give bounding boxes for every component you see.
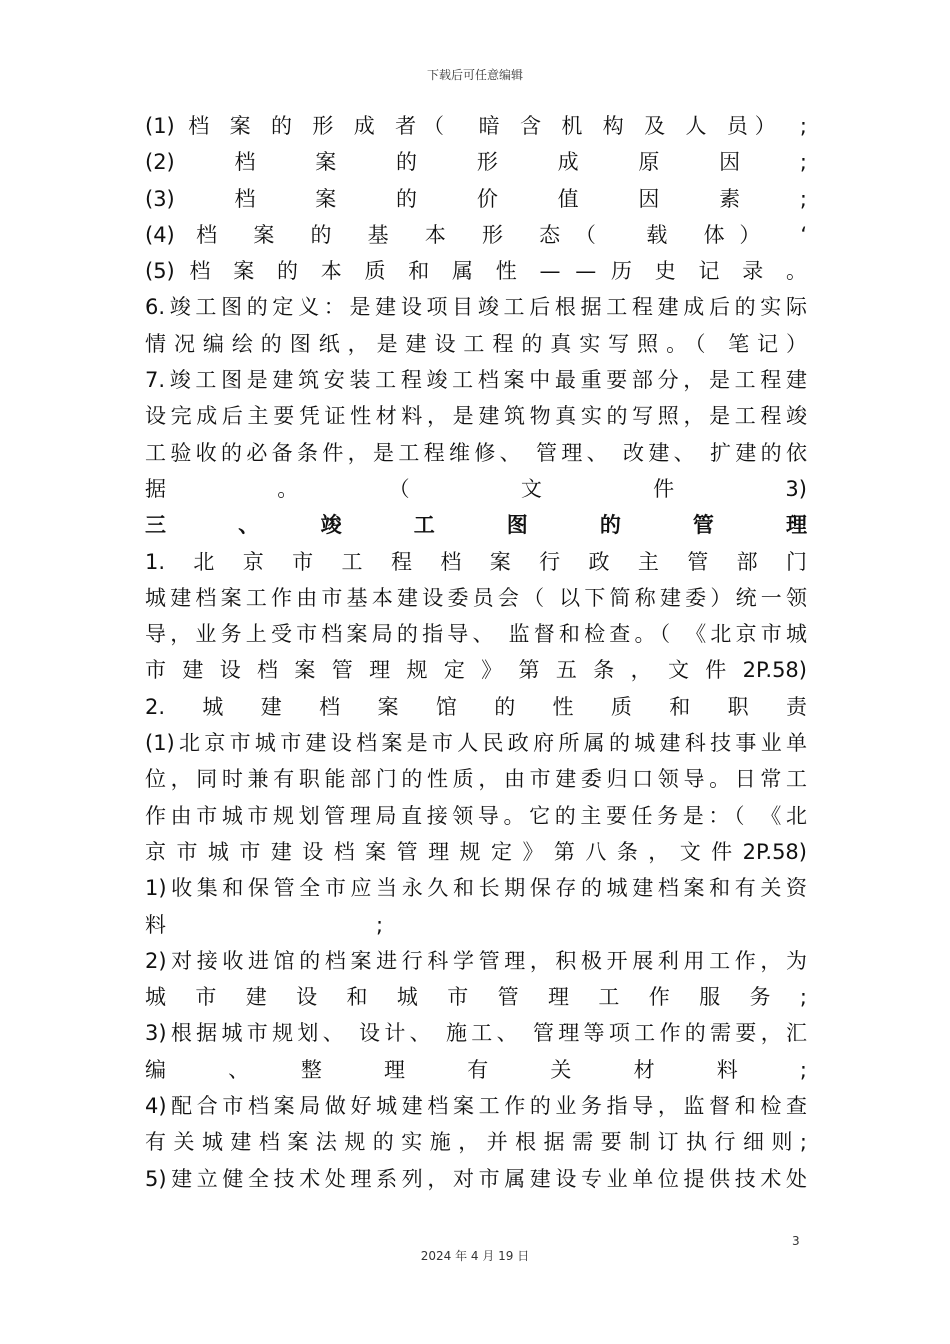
- text-line: 6.竣工图的定义：是建设项目竣工后根据工程建成后的实际: [145, 295, 807, 320]
- text-line: 情况编绘的图纸，是建设工程的真实写照。（ 笔记）: [145, 331, 807, 356]
- text-line: 编 、 整 理 有 关 材 料 ;: [145, 1057, 807, 1082]
- document-body: [145, 108, 807, 1197]
- text-line: 料 ;: [145, 912, 384, 937]
- section-heading: 三 、 竣 工 图 的 管 理: [145, 513, 807, 538]
- text-line: (3) 档 案 的 价 值 因 素 ;: [145, 186, 807, 211]
- text-line: 有关城建档案法规的实施，并根据需要制订执行细则;: [145, 1130, 807, 1155]
- text-line: 位，同时兼有职能部门的性质，由市建委归口领导。日常工: [145, 767, 807, 792]
- text-line: 4)配合市档案局做好城建档案工作的业务指导，监督和检查: [145, 1094, 807, 1119]
- text-line: 市 建 设 档 案 管 理 规 定 》 第 五 条 ， 文 件 2P.58): [145, 658, 807, 683]
- text-line: (2) 档 案 的 形 成 原 因 ;: [145, 150, 807, 175]
- text-line: (1) 档 案 的 形 成 者（ 暗 含 机 构 及 人 员） ;: [145, 114, 807, 138]
- text-line: (4) 档 案 的 基 本 形 态（ 载 体） ‘: [145, 222, 807, 247]
- text-line: (5) 档 案 的 本 质 和 属 性 — — 历 史 记 录 。: [145, 259, 807, 284]
- page-header: 下载后可任意编辑: [426, 68, 523, 82]
- text-line: 导，业务上受市档案局的指导、 监督和检查。（ 《北京市城: [145, 622, 807, 647]
- text-line: 城 市 建 设 和 城 市 管 理 工 作 服 务 ;: [145, 985, 807, 1010]
- text-line: 7.竣工图是建筑安装工程竣工档案中最重要部分，是工程建: [145, 368, 807, 393]
- text-line: 设完成后主要凭证性材料，是建筑物真实的写照，是工程竣: [145, 404, 807, 429]
- text-line: 1)收集和保管全市应当永久和长期保存的城建档案和有关资: [145, 876, 807, 901]
- text-line: 2. 城 建 档 案 馆 的 性 质 和 职 责: [145, 694, 807, 719]
- text-line: 1. 北 京 市 工 程 档 案 行 政 主 管 部 门: [145, 549, 807, 574]
- text-line: 5)建立健全技术处理系列，对市属建设专业单位提供技术处: [145, 1166, 807, 1191]
- text-line: 2)对接收进馆的档案进行科学管理，积极开展利用工作，为: [145, 948, 807, 973]
- text-line: 京 市 城 市 建 设 档 案 管 理 规 定 》 第 八 条 ， 文 件 2P.58): [145, 839, 807, 864]
- page-number: 3: [792, 1234, 800, 1248]
- text-line: 工验收的必备条件，是工程维修、 管理、 改建、 扩建的依: [145, 440, 807, 465]
- text-line: 3)根据城市规划、 设计、 施工、 管理等项工作的需要，汇: [145, 1021, 807, 1046]
- text-line: (1)北京市城市建设档案是市人民政府所属的城建科技事业单: [145, 731, 807, 756]
- text-line: 据 。 （ 文 件 3): [145, 476, 807, 501]
- text-line: 城建档案工作由市基本建设委员会（ 以下简称建委）统一领: [145, 585, 807, 610]
- text-line: 作由市城市规划管理局直接领导。它的主要任务是：（ 《北: [145, 803, 807, 828]
- page-footer-date: 2024 年 4 月 19 日: [420, 1249, 530, 1263]
